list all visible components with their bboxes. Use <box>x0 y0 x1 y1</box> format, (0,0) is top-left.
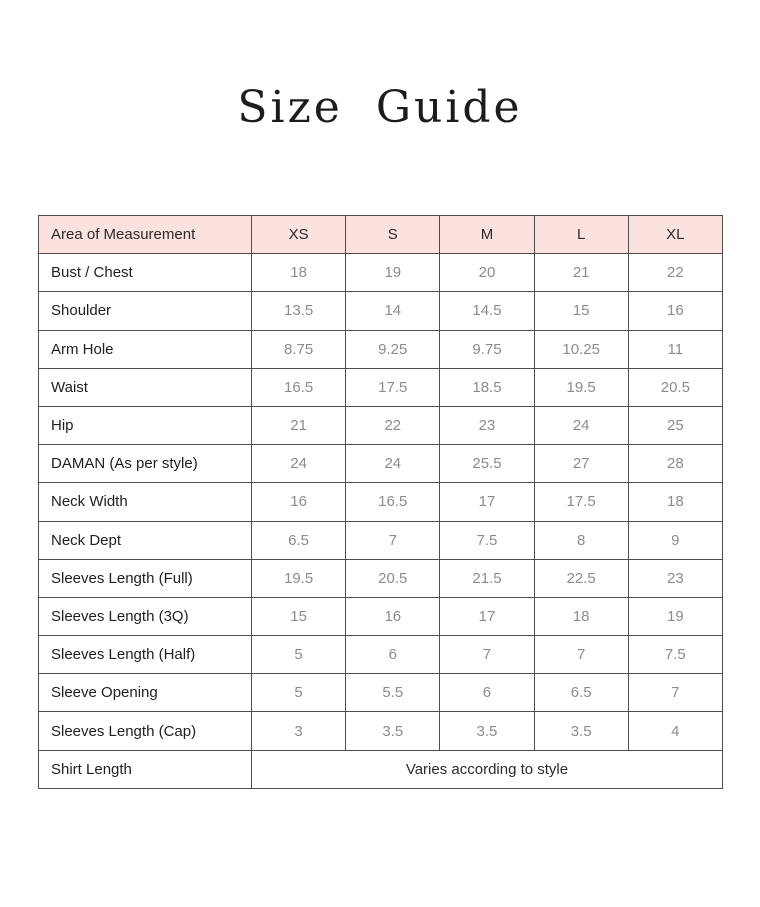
size-value-l: 19.5 <box>534 368 628 406</box>
column-header-xl: XL <box>628 216 722 254</box>
row-label: Shirt Length <box>39 750 252 788</box>
size-value-xl: 11 <box>628 330 722 368</box>
size-value-xl: 22 <box>628 254 722 292</box>
row-label: Sleeves Length (Cap) <box>39 712 252 750</box>
size-value-m: 9.75 <box>440 330 534 368</box>
size-value-s: 17.5 <box>346 368 440 406</box>
row-label: Shoulder <box>39 292 252 330</box>
size-value-l: 8 <box>534 521 628 559</box>
row-label: Arm Hole <box>39 330 252 368</box>
column-header-xs: XS <box>252 216 346 254</box>
size-value-xs: 16 <box>252 483 346 521</box>
size-value-xl: 19 <box>628 597 722 635</box>
size-value-l: 17.5 <box>534 483 628 521</box>
size-value-l: 15 <box>534 292 628 330</box>
size-value-m: 3.5 <box>440 712 534 750</box>
size-value-xl: 23 <box>628 559 722 597</box>
size-value-m: 20 <box>440 254 534 292</box>
size-value-l: 3.5 <box>534 712 628 750</box>
size-value-s: 6 <box>346 636 440 674</box>
size-value-s: 3.5 <box>346 712 440 750</box>
size-value-s: 9.25 <box>346 330 440 368</box>
column-header-m: M <box>440 216 534 254</box>
table-row <box>39 712 723 750</box>
row-label: Neck Width <box>39 483 252 521</box>
row-label: Hip <box>39 406 252 444</box>
size-value-xs: 21 <box>252 406 346 444</box>
size-value-m: 17 <box>440 597 534 635</box>
size-value-m: 14.5 <box>440 292 534 330</box>
size-value-m: 18.5 <box>440 368 534 406</box>
size-value-s: 14 <box>346 292 440 330</box>
size-value-xs: 6.5 <box>252 521 346 559</box>
row-label: Waist <box>39 368 252 406</box>
size-value-xl: 18 <box>628 483 722 521</box>
size-value-s: 24 <box>346 445 440 483</box>
row-label: Sleeves Length (3Q) <box>39 597 252 635</box>
size-value-xs: 18 <box>252 254 346 292</box>
size-value-l: 10.25 <box>534 330 628 368</box>
size-value-xl: 4 <box>628 712 722 750</box>
row-label: Neck Dept <box>39 521 252 559</box>
table-row <box>39 445 723 483</box>
size-value-l: 22.5 <box>534 559 628 597</box>
size-value-xs: 24 <box>252 445 346 483</box>
size-value-m: 6 <box>440 674 534 712</box>
size-value-m: 17 <box>440 483 534 521</box>
size-value-s: 16.5 <box>346 483 440 521</box>
table-row <box>39 368 723 406</box>
size-value-s: 22 <box>346 406 440 444</box>
table-row <box>39 292 723 330</box>
size-guide-table <box>38 215 723 789</box>
table-row <box>39 636 723 674</box>
size-value-xs: 16.5 <box>252 368 346 406</box>
column-header-s: S <box>346 216 440 254</box>
size-value-s: 19 <box>346 254 440 292</box>
size-value-xs: 19.5 <box>252 559 346 597</box>
row-label: Sleeves Length (Full) <box>39 559 252 597</box>
column-header-area-of-measurement: Area of Measurement <box>39 216 252 254</box>
size-value-xl: 9 <box>628 521 722 559</box>
size-value-l: 21 <box>534 254 628 292</box>
table-row <box>39 254 723 292</box>
size-value-m: 21.5 <box>440 559 534 597</box>
size-value-xl: 16 <box>628 292 722 330</box>
size-value-m: 23 <box>440 406 534 444</box>
table-row <box>39 521 723 559</box>
size-value-s: 16 <box>346 597 440 635</box>
size-value-xs: 15 <box>252 597 346 635</box>
column-header-l: L <box>534 216 628 254</box>
size-value-xl: 20.5 <box>628 368 722 406</box>
size-value-s: 5.5 <box>346 674 440 712</box>
size-value-l: 18 <box>534 597 628 635</box>
row-label: Bust / Chest <box>39 254 252 292</box>
size-value-s: 7 <box>346 521 440 559</box>
size-value-xs: 8.75 <box>252 330 346 368</box>
row-label: DAMAN (As per style) <box>39 445 252 483</box>
size-value-m: 7.5 <box>440 521 534 559</box>
size-value-l: 27 <box>534 445 628 483</box>
size-value-xl: 25 <box>628 406 722 444</box>
table-row <box>39 750 723 788</box>
shirt-length-note: Varies according to style <box>252 750 723 788</box>
row-label: Sleeve Opening <box>39 674 252 712</box>
table-header-row <box>39 216 723 254</box>
row-label: Sleeves Length (Half) <box>39 636 252 674</box>
table-row <box>39 330 723 368</box>
size-value-m: 25.5 <box>440 445 534 483</box>
size-value-xl: 28 <box>628 445 722 483</box>
size-value-xs: 5 <box>252 674 346 712</box>
size-value-l: 24 <box>534 406 628 444</box>
table-row <box>39 483 723 521</box>
table-row <box>39 597 723 635</box>
page-title: Size Guide <box>237 82 523 133</box>
table-row <box>39 674 723 712</box>
size-value-xl: 7.5 <box>628 636 722 674</box>
size-value-m: 7 <box>440 636 534 674</box>
table-body <box>39 254 723 750</box>
size-value-xs: 5 <box>252 636 346 674</box>
size-value-xs: 3 <box>252 712 346 750</box>
table-row <box>39 406 723 444</box>
size-value-xl: 7 <box>628 674 722 712</box>
size-value-l: 7 <box>534 636 628 674</box>
size-value-l: 6.5 <box>534 674 628 712</box>
size-value-xs: 13.5 <box>252 292 346 330</box>
size-value-s: 20.5 <box>346 559 440 597</box>
table-row <box>39 559 723 597</box>
